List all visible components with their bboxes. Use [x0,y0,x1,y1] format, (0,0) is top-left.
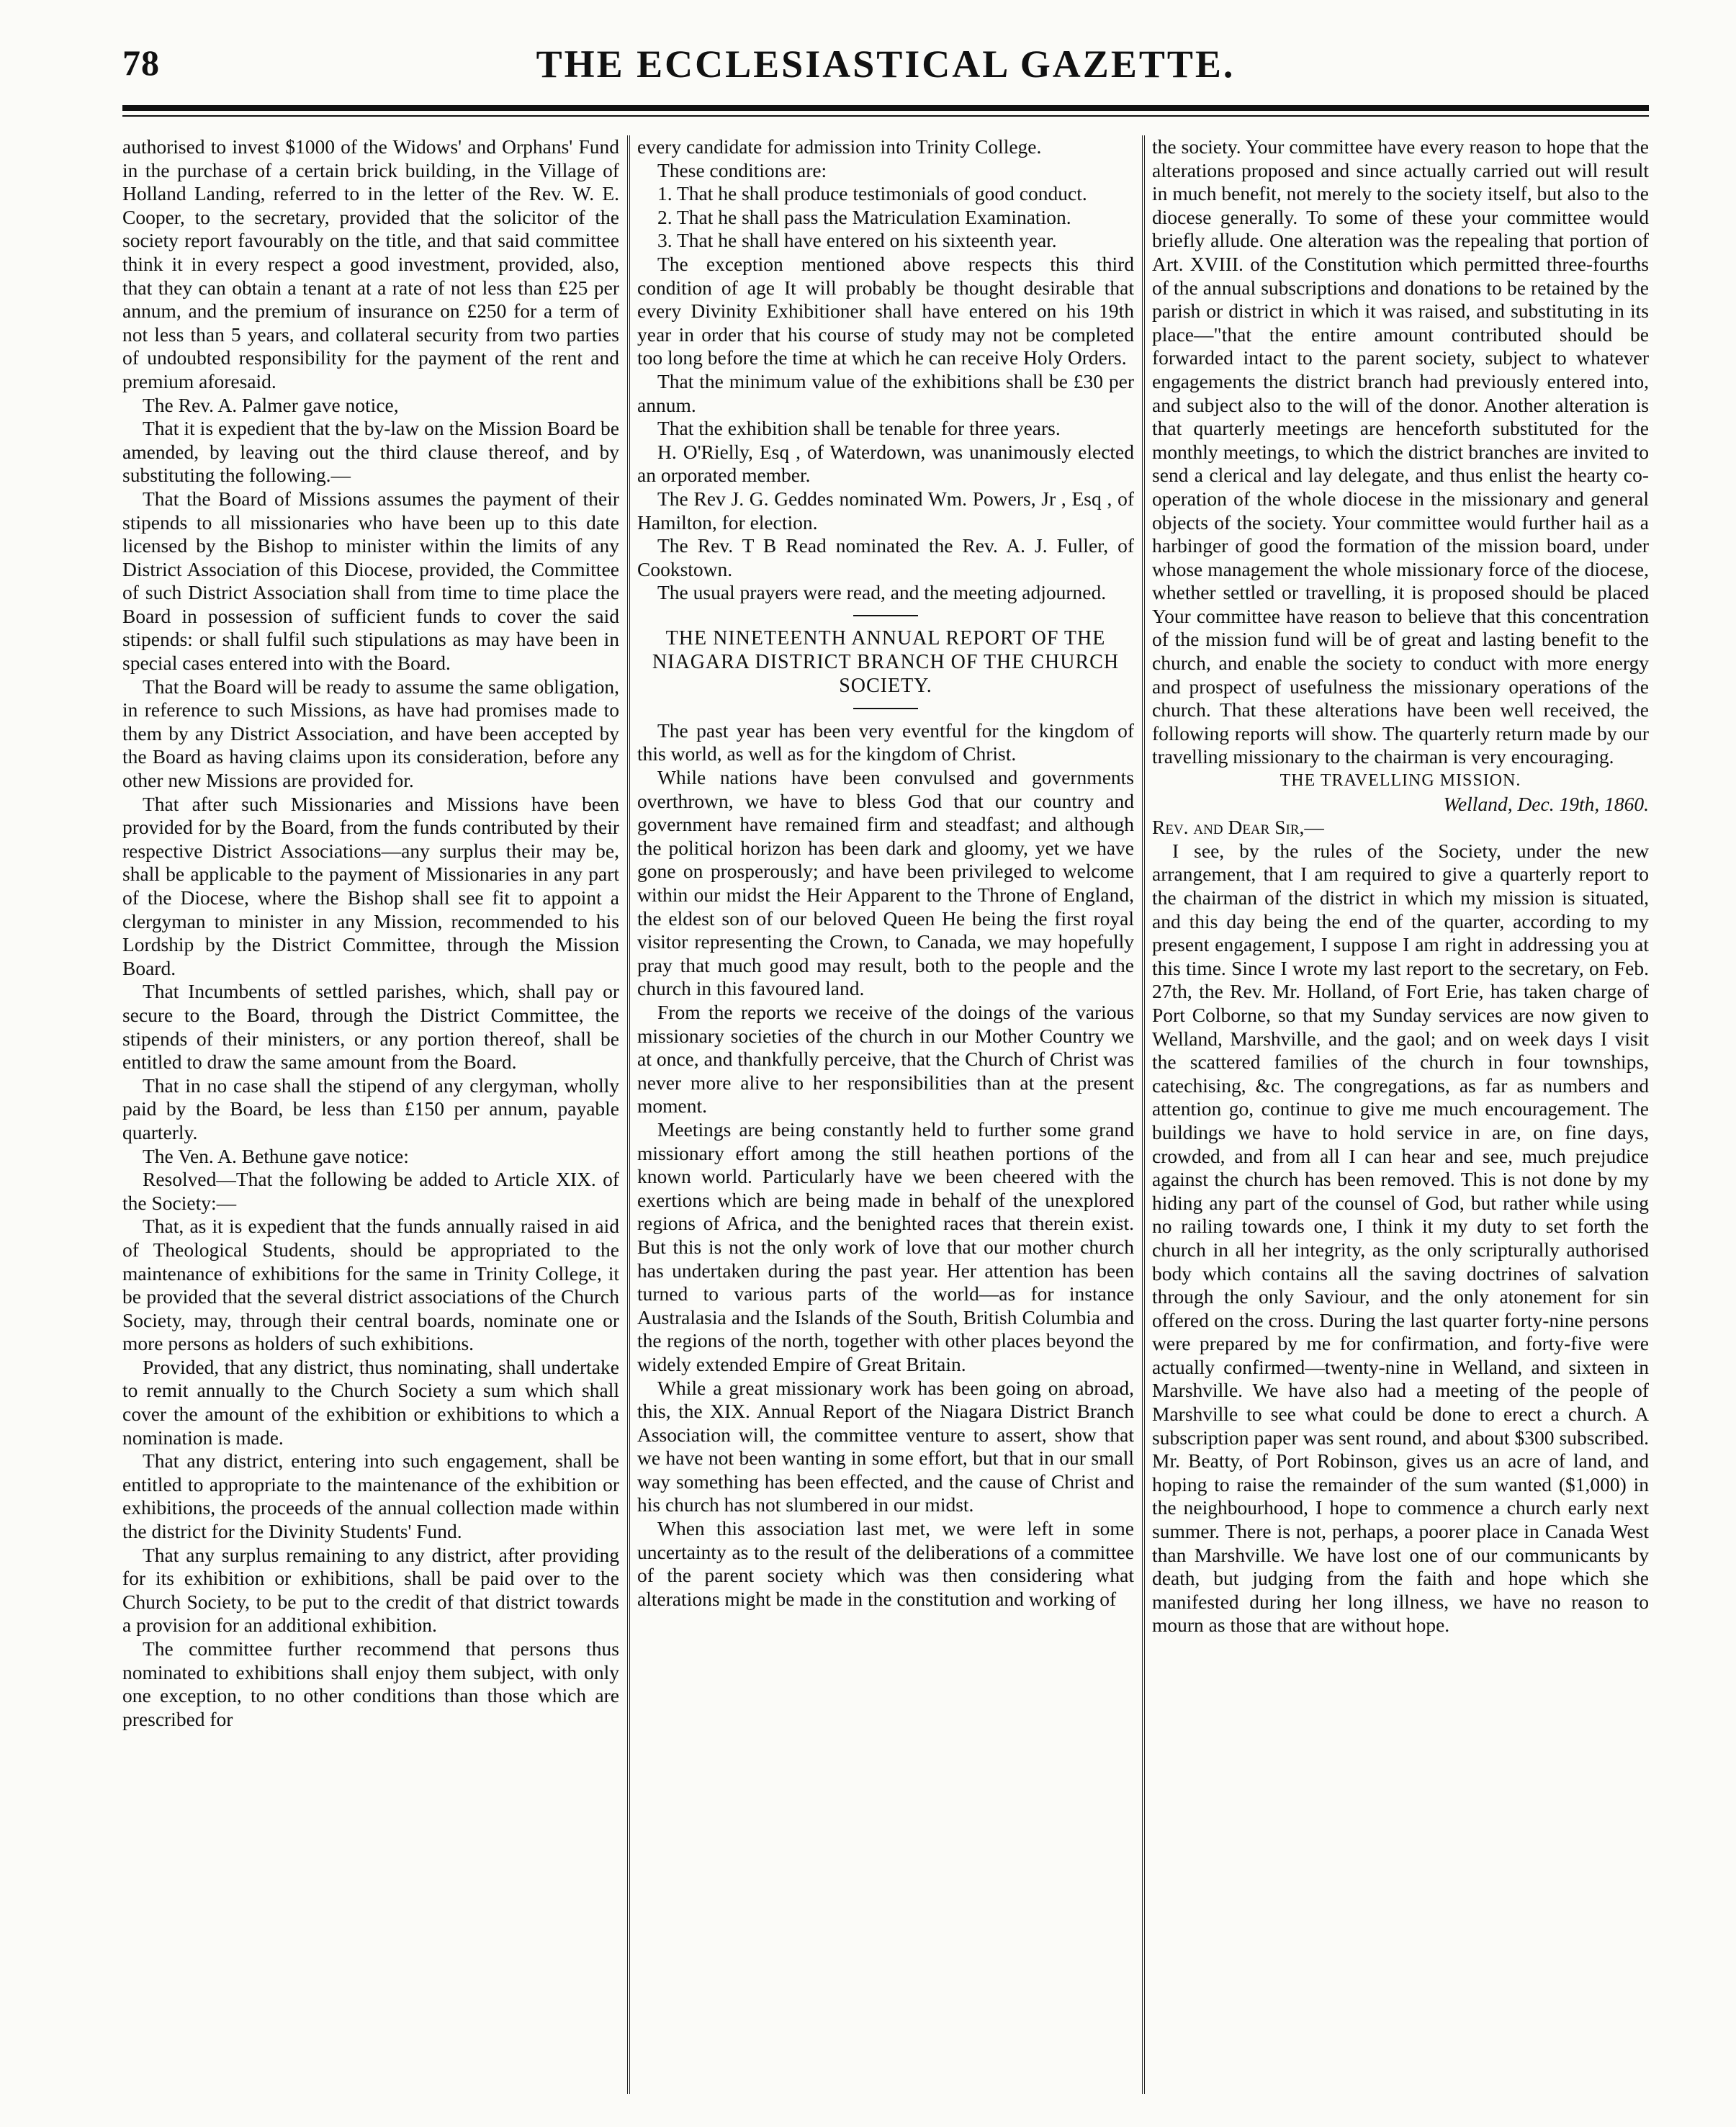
section-rule [853,708,918,709]
paragraph: These conditions are: [657,158,827,181]
page-header [122,42,1649,92]
paragraph: That it is expedient that the by-law on the Mission Board be amended, by leaving out the third clause thereof, and by substituting the following.— [122,417,619,487]
paragraph: That the Board will be ready to assume the same obligation, in reference to such Missions, as have had promises made to them by any District Association, and have been accepted by the Board as having claims upon its consideration, before any other new Missions are provided for. [122,675,619,792]
paragraph: From the reports we receive of the doings of the various missionary societies of the church in our Mother Country we at once, and thankfully perceive, that the Church of Christ was never more alive to her responsibilities than at the present moment. [637,1001,1134,1118]
paragraph: every candidate for admission into Trinity College. [637,135,1042,158]
paragraph: That, as it is expedient that the funds annually raised in aid of Theological Students, should be appropriated to the maintenance of exhibitions for the same in Trinity College, it be provided that the several district associations of the Church Society, may, through their central boards, nominate one or more persons as holders of such exhibitions. [122,1215,619,1355]
column-divider [1142,135,1145,2094]
paragraph: The Rev. T B Read nominated the Rev. A. J. Fuller, of Cookstown. [637,534,1134,580]
mission-heading: THE TRAVELLING MISSION. [1279,771,1521,791]
paragraph: 2. That he shall pass the Matriculation Examination. [657,205,1071,228]
section-rule [853,615,918,616]
dateline-text: Welland, Dec. 19th, 1860. [1443,792,1649,815]
column-1 [122,135,619,2094]
paragraph: The Rev J. G. Geddes nominated Wm. Powers, Jr , Esq , of Hamilton, for election. [637,487,1134,534]
paragraph: The committee further recommend that persons thus nominated to exhibitions shall enjoy them subject, with only one exception, to no other conditions than those which are prescribed for [122,1637,619,1730]
paragraph: That the minimum value of the exhibitions shall be £30 per annum. [637,369,1134,416]
paragraph: That in no case shall the stipend of any clergyman, wholly paid by the Board, be less than £150 per annum, payable quarterly. [122,1074,619,1143]
paragraph: Provided, that any district, thus nominating, shall undertake to remit annually to the Church Society a sum which shall cover the amount of the exhibition or exhibitions to which a nomination is made. [122,1355,619,1449]
paragraph: That any district, entering into such engagement, shall be entitled to appropriate to the maintenance of the exhibition or exhibitions, the proceeds of the annual collection made within the district for the Divinity Students' Fund. [122,1449,619,1543]
report-heading: THE NINETEENTH ANNUAL REPORT OF THE NIAGARA DISTRICT BRANCH OF THE CHURCH SOCIETY. [652,626,1120,697]
header-rule [122,105,1649,111]
column-divider [627,135,630,2094]
paragraph: That Incumbents of settled parishes, which, shall pay or secure to the Board, through the District Committee, the stipends of their ministers, or any portion thereof, shall be entitled to draw the same amount from the Board. [122,980,619,1074]
paragraph: That the Board of Missions assumes the payment of their stipends to all missionaries who have been up to this date licensed by the Bishop to minister within the limits of any District Association of this Diocese, provided, the Committee of such District Association shall from time to time place the Board in possession of sufficient funds to cover the said stipends: or shall fulfil such stipulations as may have been in special cases entered into with the Board. [122,487,619,675]
paragraph: That any surplus remaining to any district, after providing for its exhibition or exhibitions, shall be paid over to the Church Society, to be put to the credit of that district towards a provision for an additional exhibition. [122,1543,619,1637]
paragraph: the society. Your committee have every reason to hope that the alterations proposed and since actually carried out will result in much benefit, not merely to the society itself, but also to the diocese generally. To some of these your committee would briefly allude. One alteration was the repealing that portion of Art. XVIII. of the Constitution which permitted three-fourths of the annual subscriptions and donations to be retained by the parish or district in which it was raised, and substituting in its place—"that the entire amount contributed should be forwarded intact to the parent society, subject to whatever engagements the district branch had previously entered into, and subject also to the will of the donor. Another alteration is that quarterly meetings are henceforth substituted for the monthly meetings, to which the district branches are invited to send a clerical and lay delegate, and thus enlist the hearty co-operation of the whole diocese in the missionary and general objects of the society. Your committee would further hail as a harbinger of good the formation of the mission board, under whose management the whole missionary force of the diocese, whether settled or travelling, it is proposed should be placed Your committee have reason to believe that this concentration of the mission fund will be of great and lasting benefit to the church, and enable the society to conduct with more energy and prospect of usefulness the missionary operations of the church. That these alterations have been well received, the following reports will show. The quarterly return made by our travelling missionary to the chairman is very encouraging. [1152,135,1649,768]
letter-dateline [1152,793,1649,817]
masthead-title: THE ECCLESIASTICAL GAZETTE. [536,42,1236,86]
letter-salutation: Rev. and Dear Sir,— [1152,816,1324,839]
paragraph: The Ven. A. Bethune gave notice: [143,1144,409,1167]
paragraph: The exception mentioned above respects this third condition of age It will probably be thought desirable that every Divinity Exhibitioner shall have entered on his 19th year in order that his course of study may not be completed too long before the time at which he can receive Holy Orders. [637,252,1134,369]
paragraph: Meetings are being constantly held to further some grand missionary effort among the still heathen portions of the known world. Particularly have we been cheered with the exertions which are being made in behalf of the unexplored regions of Africa, and the benighted races that therein exist. But this is not the only work of love that our mother church has undertaken during the past year. Her attention has been turned to various parts of the world—as for instance Australasia and the Islands of the South, British Columbia and the regions of the north, together with other places beyond the widely extended Empire of Great Britain. [637,1118,1134,1375]
paragraph: Resolved—That the following be added to Article XIX. of the Society:— [122,1168,619,1214]
paragraph: When this association last met, we were left in some uncertainty as to the result of the deliberations of a committee of the parent society which was then considering what alterations might be made in the constitution and working of [637,1517,1134,1610]
paragraph: 3. That he shall have entered on his sixteenth year. [657,229,1057,252]
page-number: 78 [122,42,160,83]
paragraph: The usual prayers were read, and the meeting adjourned. [657,581,1107,604]
paragraph: The Rev. A. Palmer gave notice, [143,393,399,416]
text-columns [122,135,1649,2094]
paragraph: 1. That he shall produce testimonials of good conduct. [657,182,1087,205]
column-2 [637,135,1134,2094]
paragraph: H. O'Rielly, Esq , of Waterdown, was unanimously elected an orporated member. [637,440,1134,487]
paragraph: That the exhibition shall be tenable for three years. [657,417,1061,440]
paragraph: The past year has been very eventful for the kingdom of this world, as well as for the kingdom of Christ. [637,719,1134,765]
paragraph: That after such Missionaries and Missions have been provided for by the Board, from the funds contributed by their respective District Associations—any surplus their may be, shall be applicable to the payment of Missionaries in any part of the Diocese, where the Bishop shall see fit to appoint a clergyman to minister in any Mission, recommended to his Lordship by the District Committee, through the Mission Board. [122,792,619,979]
column-3 [1152,135,1649,2094]
paragraph: I see, by the rules of the Society, under the new arrangement, that I am required to give a quarterly report to the chairman of the district in which my mission is situated, and this day being the end of the quarter, according to my present engagement, I suppose I am right in addressing you at this time. Since I wrote my last report to the secretary, on Feb. 27th, the Rev. Mr. Holland, of Fort Erie, has taken charge of Port Colborne, so that my Sunday services are now given to Welland, Marshville, and the gaol; and on week days I visit the scattered families of the church in four townships, catechising, &c. The congregations, as far as numbers and attention go, continue to give me much encouragement. The buildings we have to hold service in are, on fine days, crowded, and from all I can hear and see, much prejudice against the church has been removed. This is not done by my hiding any part of the counsel of God, but rather while using no railing towards one, I think it my duty to set forth the church in all her integrity, as the only scripturally authorised body which contains all the saving doctrines of salvation through the only Saviour, and the only atonement for sin offered on the cross. During the last quarter forty-nine persons were prepared by me for confirmation, and forty-five were actually confirmed—twenty-nine in Welland, and sixteen in Marshville. We have also had a meeting of the people of Marshville to see what could be done to erect a church. A subscription paper was sent round, and about $300 subscribed. Mr. Beatty, of Port Robinson, gives us an acre of land, and hoping to raise the remainder of the sum wanted ($1,000) in the neighbourhood, I hope to commence a church early next summer. There is not, perhaps, a poorer place in Canada West than Marshville. We have lost one of our communicants by death, but judging from the faith and hope which she manifested during her long illness, we have no reason to mourn as those that are without hope. [1152,839,1649,1637]
paragraph: authorised to invest $1000 of the Widows' and Orphans' Fund in the purchase of a certain brick building, in the Village of Holland Landing, referred to in the letter of the Rev. W. E. Cooper, to the secretary, provided that the solicitor of the society report favourably on the title, and that said committee think it in every respect a good investment, provided, also, that they can obtain a tenant at a rate of not less than £25 per annum, and the premium of insurance on £250 for a term of not less than 5 years, and collateral security from two parties of undoubted responsibility for the payment of the rent and premium aforesaid. [122,135,619,392]
paragraph: While nations have been convulsed and governments overthrown, we have to bless God that our country and government have remained firm and steadfast; and although the political horizon has been dark and gloomy, yet we have gone on prosperously; and have been privileged to welcome within our midst the Heir Apparent to the Throne of England, the eldest son of our beloved Queen He being the first royal visitor representing the Crown, to Canada, we may hopefully pray that much good may result, both to the people and the church in this favoured land. [637,766,1134,1000]
header-rule-thin [122,115,1649,117]
paragraph: While a great missionary work has been going on abroad, this, the XIX. Annual Report of the Niagara District Branch Association will, the committee venture to assert, show that we have not been wanting in some effort, but that in our small way something has been effected, and the cause of Christ and his church has not slumbered in our midst. [637,1376,1134,1516]
